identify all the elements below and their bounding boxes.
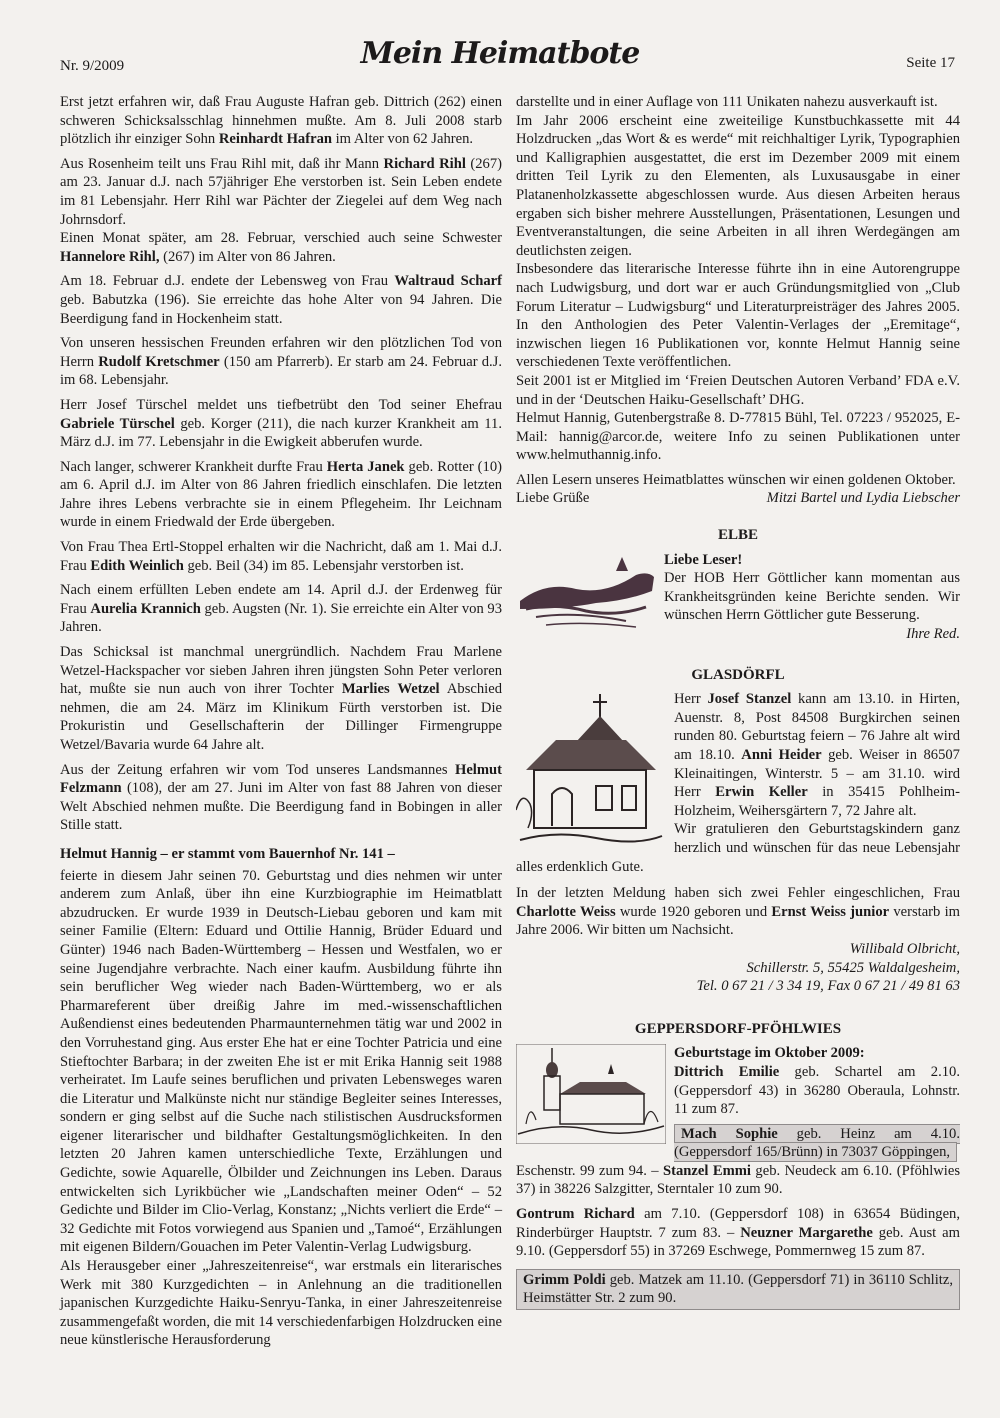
section-glasdoerfl [516, 690, 960, 996]
obituary-wetzel: Das Schicksal ist manchmal unergründlich. Nachdem Frau Marlene Wetzel-Hackspacher vor sieben Jahren ihren jüngsten Sohn Peter verloren hat, mußte sie nun auch von ihrer Tochter Marlies Wetzel Abschied nehmen, die am 24. März im Klinikum Fürth verstorben ist. Die Prokuristin und Gesellschafterin der Dillinger Firmengruppe Wetzel/Bavaria wurde 64 Jahre alt. [60, 644, 503, 753]
masthead-title: Mein Heimatbote [360, 36, 640, 71]
glasdoerfl-wishes: Wir gratulieren den Geburtstagskindern ganz herzlich und wünschen für das neue Lebensjahr alles erdenklich Gute. [516, 821, 960, 875]
section-title-elbe: ELBE [717, 527, 759, 544]
hannig-cont-1: darstellte und in einer Auflage von 111 Unikaten nahezu ausverkauft ist. [516, 94, 938, 110]
obituary-felzmann: Aus der Zeitung erfahren wir vom Tod unseres Landsmannes Helmut Felzmann (108), der am 27. Juni im Alter von fast 88 Jahren von dieser Welt Abschied nehmen mußte. Die Beerdigung fand in Bobingen in aller Stille statt. [60, 761, 502, 834]
geppersdorf-entry-dittrich: Dittrich Emilie geb. Schartel am 2.10. (Geppersdorf 43) in 36280 Oberaula, Lohnstr. 11 zum 87. [674, 1063, 960, 1118]
landscape-illustration [516, 551, 656, 631]
geppersdorf-entry-stanzel: Eschenstr. 99 zum 94. – Stanzel Emmi geb. Neudeck am 6.10. (Pföhlwies 37) in 38226 Salzgitter, Sterntaler 10 zum 90. [516, 1162, 961, 1198]
section-geppersdorf [516, 1044, 960, 1310]
obituary-rihl-hannelore: Einen Monat später, am 28. Februar, verschied auch seine Schwester Hannelore Rihl, (267) im Alter von 86 Jahren. [60, 230, 502, 265]
geppersdorf-entry-grimm: Grimm Poldi geb. Matzek am 11.10. (Geppersdorf 71) in 36110 Schlitz, Heimstätter Str. 2 zum 90. [516, 1269, 960, 1310]
geppersdorf-subtitle: Geburtstage im Oktober 2009: [674, 1045, 865, 1062]
section-title-geppersdorf: GEPPERSDORF-PFÖHLWIES [634, 1020, 842, 1037]
page-number: Seite 17 [906, 55, 955, 71]
obituary-janek: Nach langer, schwerer Krankheit durfte Frau Herta Janek geb. Rotter (10) am 6. April d.J. im Alter von 86 Jahren friedlich einschlafen. Die letzten Jahre ihres Lebens verbrachte sie in einem Pflegeheim. Ihr Leichnam wurde in einem Friedwald der Erde übergeben. [60, 458, 502, 531]
hannig-cont-2: Im Jahr 2006 erscheint eine zweiteilige Kunstbuchkassette mit 44 Holzdrucken „das Wort & es werde“ mit reichhaltiger Lyrik, Typographien und Kalligraphien ausgestattet, die erst im Dezember 2009 mit einem dritten Teil Lyrik zu den Elementen, als Luxusausgabe in einer Platanenholzkassette abgeschlossen wurde. Aus diesen Arbeiten heraus ergaben sich bisher mehrere Ausstellungen, Präsentationen, Lesungen und Eventveranstaltungen, die seine Arbeiten in all ihren Werdegängen am deutlichsten zeigen. [516, 112, 960, 259]
glasdoerfl-sign-name: Willibald Olbricht, [849, 940, 960, 957]
signoff-names: Mitzi Bartel und Lydia Liebscher [766, 490, 960, 507]
obituary-kretschmer: Von unseren hessischen Freunden erfahren wir den plötzlichen Tod von Herrn Rudolf Kretschmer (150 am Pfarrerb). Er starb am 24. Februar d.J. im 68. Lebensjahr. [60, 335, 503, 389]
village-church-illustration [516, 1044, 666, 1144]
glasdoerfl-correction: In der letzten Meldung haben sich zwei Fehler eingeschlichen, Frau Charlotte Weiss wurde 1920 geboren und Ernst Weiss junior verstarb im Jahre 2006. Wir bitten um Nachsicht. [516, 885, 960, 939]
glasdoerfl-sign-address: Schillerstr. 5, 55425 Waldalgesheim, [746, 959, 960, 976]
hannig-heading: Helmut Hannig – er stammt vom Bauernhof Nr. 141 – [60, 845, 395, 862]
glasdoerfl-birthdays: Herr Josef Stanzel kann am 13.10. in Hirten, Auenstr. 8, Post 84508 Burgkirchen seinen runden 80. Geburtstag feiern – 76 Jahre alt wird am 18.10. Anni Heider geb. Weiser in 86507 Kleinaitingen, Winterstr. 5 – am 31.10. wird Herr Erwin Keller in 35415 Pohlheim-Holzheim, Weihersgärtern 7, 72 Jahre alt. [674, 691, 960, 819]
elbe-text: Der HOB Herr Göttlicher kann momentan aus Krankheitsgründen keine Berichte senden. Wir wünschen Herrn Göttlicher gute Besserung. [664, 570, 960, 624]
obituary-hafran: Erst jetzt erfahren wir, daß Frau Auguste Hafran geb. Dittrich (262) einen schweren Schicksalsschlag hinnehmen mußte. Am 8. Juli 2008 starb plötzlich ihr einziger Sohn Reinhardt Hafran im Alter von 62 Jahren. [60, 94, 502, 148]
autumn-wishes: Allen Lesern unseres Heimatblattes wünschen wir einen goldenen Oktober. [516, 471, 956, 488]
hannig-biography: feierte in diesem Jahr seinen 70. Geburtstag und dies nehmen wir unter anderem zum Anlaß, über ihn eine Kurzbiographie im Heimatblatt abzudrucken. Er wurde 1939 in Deutsch-Liebau geboren und kam mit seiner Familie (Eltern: Eduard und Ottilie Hannig, Brüder Eduard und Günter) 1946 nach Baden-Württemberg – Hessen und Westfalen, wo er seine Jugendjahre verbrachte. Nach einer kaufm. Ausbildung führte ihn sein beruflicher Weg wieder nach Baden-Württemberg, wo er als Pharmareferent über dreißig Jahre im med.-wissenschaftlichen Außendienst eines bedeutenden Pharmaunternehmen tätig war und 2002 in den Vorruhestand ging. Aus erster Ehe hat er eine Tochter Patricia und eine Stieftochter Barbara; in der zweiten Ehe ist er mit Erika Hannig seit 1988 verheiratet. Im Laufe seines beruflichen und privaten Lebensweges waren die Literatur und Malkünste nicht nur ständige Begleiter seines Interesses, sondern er ging selbst auf die Suche nach stilistischen Ausdrucksformen eigener literarischer und bildhafter Gestaltungsmöglichkeiten. In den letzten 20 Jahren kamen unterschiedliche Texte, Erzählungen und Gedichte, sowie Aquarelle, Ölbilder und Zeichnungen ins Leben. Daraus entwickelten sich Lyrikbücher wie „Landschaften meiner Oden“ – 52 Gedichte und Bilder im Clio-Verlag, Konstanz; „Nichts verliert die Erde“ – 32 Gedichte mit Fotos vorwiegend aus Spanien und „Tamoé“, Erzählungen mit eigenen Bildern/Gouachen im Peter Valentin-Verlag Ludwigsburg. [60, 867, 502, 1256]
obituary-scharf: Am 18. Februar d.J. endete der Lebensweg von Frau Waltraud Scharf geb. Babutzka (196). Sie erreichte das hohe Alter von 94 Jahren. Die Beerdigung fand in Hockenheim statt. [60, 273, 502, 327]
obituary-krannich: Nach einem erfüllten Leben endete am 14. April d.J. der Erdenweg für Frau Aurelia Krannich geb. Augsten (Nr. 1). Sie erreichte ein Alter von 93 Jahren. [60, 582, 502, 636]
signoff-greeting: Liebe Grüße [516, 490, 590, 507]
hannig-contact: Helmut Hannig, Gutenbergstraße 8. D-77815 Bühl, Tel. 07223 / 952025, E-Mail: hannig@arcor.de, weitere Info zu seinen Publikationen unter www.helmuthannig.info. [516, 410, 960, 464]
left-column [60, 93, 502, 1350]
obituary-tuerschel: Herr Josef Türschel meldet uns tiefbetrübt den Tod seiner Ehefrau Gabriele Türschel geb. Korger (211), die nach kurzer Krankheit am 11. März d.J. im 77. Lebensjahr in die Ewigkeit abberufen wurde. [60, 396, 503, 451]
obituary-rihl-richard: Aus Rosenheim teilt uns Frau Rihl mit, daß ihr Mann Richard Rihl (267) am 23. Januar d.J. nach 57jähriger Ehe verstorben ist. Sein Leben endete im 81 Lebensjahr. Herr Rihl war Pächter der Ziegelei auf dem Weg nach Johrnsdorf. [60, 155, 503, 228]
geppersdorf-entry-gontrum: Gontrum Richard am 7.10. (Geppersdorf 108) in 63654 Büdingen, Rinderbürger Hauptstr. 7 zum 83. – Neuzner Margarethe geb. Aust am 9.10. (Geppersdorf 55) in 37269 Eschwege, Pommernweg 15 zum 87. [516, 1206, 960, 1260]
hannig-cont-3: Insbesondere das literarische Interesse führte ihn in eine Autorengruppe nach Ludwigsburg, und dort war er auch Gründungsmitglied von „Club Forum Literatur – Ludwigsburg“ und Literaturpreisträger des Jahres 2005. In den Anthologien des Peter Valentin-Verlages der „Eremitage“, inzwischen liegen 16 Publikationen vor, konnte Helmut Hannig seine verschiedenen Texte veröffentlichen. [516, 261, 960, 371]
elbe-salutation: Liebe Leser! [664, 551, 743, 568]
issue-number: Nr. 9/2009 [60, 58, 125, 74]
section-elbe [516, 551, 960, 644]
chapel-illustration [516, 690, 666, 850]
signoff-editors [516, 489, 960, 508]
obituary-weinlich: Von Frau Thea Ertl-Stoppel erhalten wir die Nachricht, daß am 1. Mai d.J. Frau Edith Weinlich geb. Beil (34) im 85. Lebensjahr verstorben ist. [60, 539, 502, 574]
right-column [516, 93, 960, 1310]
hannig-cont-4: Seit 2001 ist er Mitglied im ‘Freien Deutschen Autoren Verband’ FDA e.V. und in der ‘Deutschen Haiku-Gesellschaft’ DHG. [516, 372, 960, 408]
elbe-sign: Ihre Red. [906, 626, 960, 643]
hannig-biography-cont: Als Herausgeber einer „Jahreszeitenreise“, war erstmals ein literarisches Werk mit 380 Kurzgedichten – in Anlehnung an die traditionellen japanischen Kurzgedichte Haiku-Senryu-Tanka, in einer Jahreszeitenreise zusammengefaßt worden, die mit 14 verschiedenfarbigen Holzdrucken eine neue künstlerische Herausforderung [60, 1258, 502, 1349]
section-title-glasdoerfl: GLASDÖRFL [691, 666, 785, 683]
geppersdorf-entry-mach: Mach Sophie geb. Heinz am 4.10. (Geppersdorf 165/Brünn) in 73037 Göppingen, [674, 1125, 960, 1161]
glasdoerfl-sign-phone: Tel. 0 67 21 / 3 34 19, Fax 0 67 21 / 49 81 63 [696, 978, 960, 995]
